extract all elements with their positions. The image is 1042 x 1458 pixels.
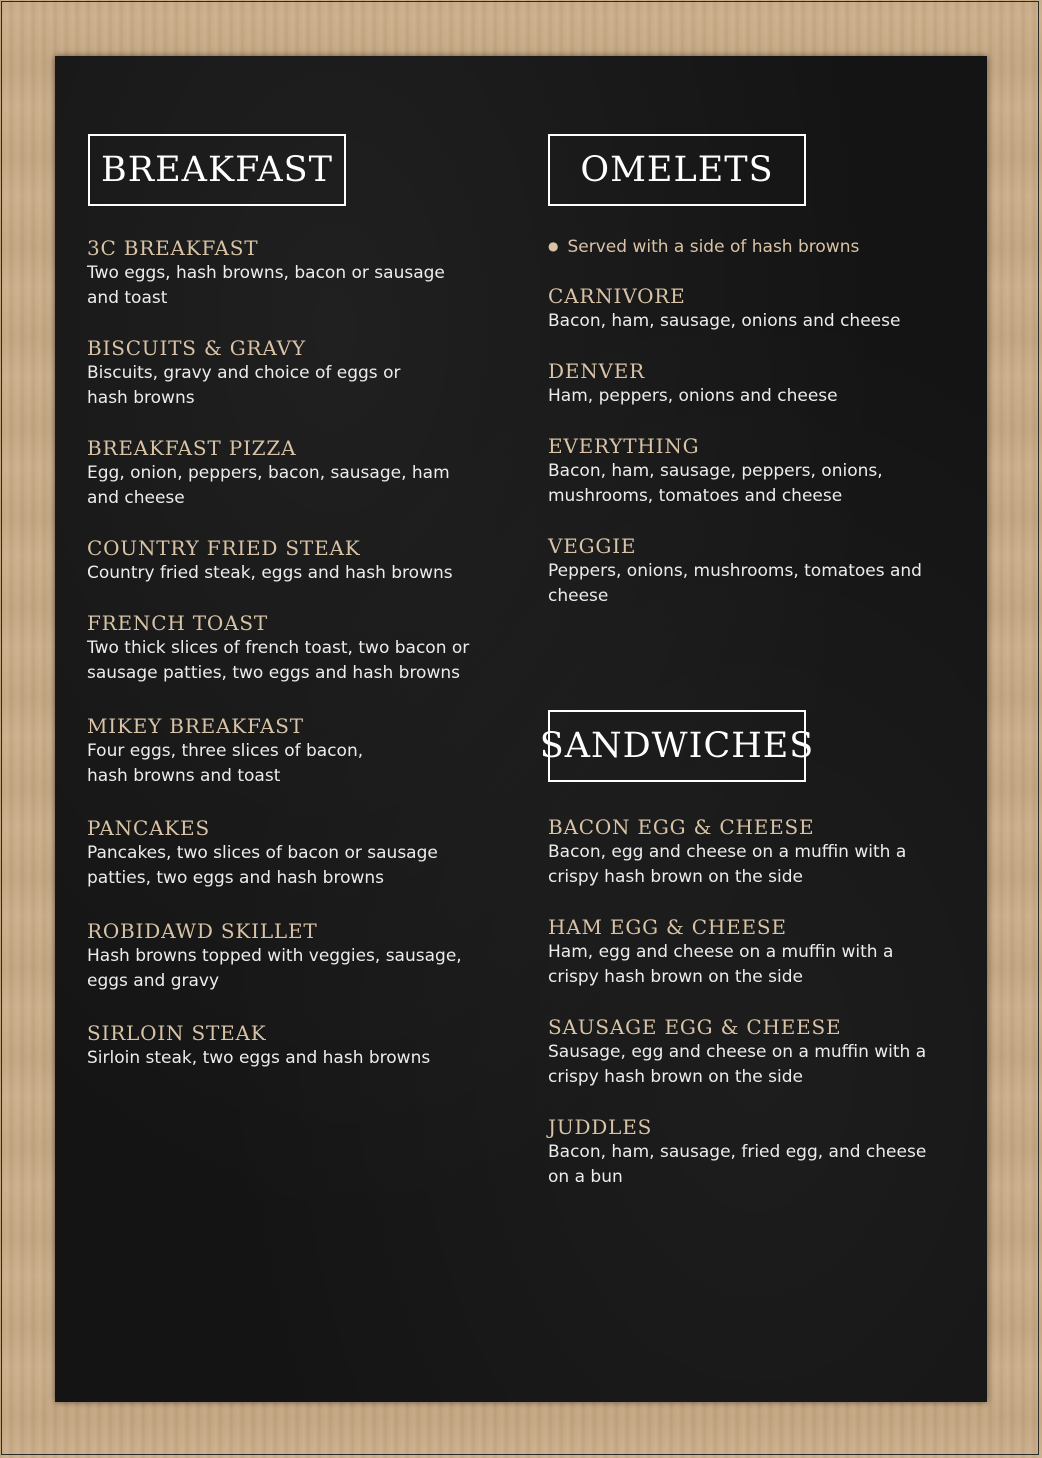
menu-item	[548, 1115, 968, 1190]
item-description: Peppers, onions, mushrooms, tomatoes and cheese	[548, 561, 922, 606]
item-description: Hash browns topped with veggies, sausage, eggs and gravy	[87, 946, 462, 991]
menu-item	[87, 1021, 507, 1071]
item-name: PANCAKES	[87, 816, 210, 840]
item-name: VEGGIE	[548, 534, 637, 558]
item-description: Sausage, egg and cheese on a muffin with a crispy hash brown on the side	[548, 1042, 927, 1087]
menu-item	[87, 816, 507, 891]
item-description: Two eggs, hash browns, bacon or sausage and toast	[87, 263, 445, 308]
menu-item	[548, 359, 968, 409]
item-description: Bacon, ham, sausage, fried egg, and cheese on a bun	[548, 1142, 927, 1187]
item-description: Ham, egg and cheese on a muffin with a crispy hash brown on the side	[548, 942, 894, 987]
item-name: SAUSAGE EGG & CHEESE	[548, 1015, 842, 1039]
breakfast-heading: BREAKFAST	[88, 134, 346, 206]
item-name: MIKEY BREAKFAST	[87, 714, 304, 738]
omelets-note-text: Served with a side of hash browns	[567, 237, 860, 257]
item-description: Biscuits, gravy and choice of eggs or hash browns	[87, 363, 401, 408]
menu-item	[548, 434, 968, 509]
item-name: EVERYTHING	[548, 434, 700, 458]
item-name: 3C BREAKFAST	[87, 236, 259, 260]
item-description: Country fried steak, eggs and hash browns	[87, 563, 453, 583]
menu-item	[87, 236, 507, 311]
item-description: Four eggs, three slices of bacon, hash browns and toast	[87, 741, 364, 786]
menu-item	[548, 1015, 968, 1090]
menu-item	[87, 536, 507, 586]
menu-item	[87, 919, 507, 994]
menu-item	[87, 714, 507, 789]
item-name: COUNTRY FRIED STEAK	[87, 536, 361, 560]
item-name: BACON EGG & CHEESE	[548, 815, 815, 839]
bullet-icon: ●	[548, 239, 559, 253]
menu-item	[548, 815, 968, 890]
item-name: FRENCH TOAST	[87, 611, 268, 635]
item-name: ROBIDAWD SKILLET	[87, 919, 318, 943]
item-name: JUDDLES	[548, 1115, 653, 1139]
item-description: Bacon, ham, sausage, onions and cheese	[548, 311, 901, 331]
omelets-heading: OMELETS	[548, 134, 806, 206]
item-name: BISCUITS & GRAVY	[87, 336, 306, 360]
item-name: DENVER	[548, 359, 646, 383]
item-name: SIRLOIN STEAK	[87, 1021, 267, 1045]
menu-item	[87, 336, 507, 411]
chalkboard-menu	[55, 56, 987, 1402]
item-description: Sirloin steak, two eggs and hash browns	[87, 1048, 431, 1068]
sandwiches-heading: SANDWICHES	[548, 710, 806, 782]
item-description: Ham, peppers, onions and cheese	[548, 386, 838, 406]
menu-item	[548, 915, 968, 990]
item-description: Two thick slices of french toast, two bacon or sausage patties, two eggs and hash browns	[87, 638, 470, 683]
omelets-note	[548, 234, 859, 260]
item-name: CARNIVORE	[548, 284, 686, 308]
menu-item	[548, 284, 968, 334]
item-description: Bacon, ham, sausage, peppers, onions, mushrooms, tomatoes and cheese	[548, 461, 883, 506]
menu-item	[548, 534, 968, 609]
menu-item	[87, 436, 507, 511]
item-description: Pancakes, two slices of bacon or sausage patties, two eggs and hash browns	[87, 843, 438, 888]
item-name: HAM EGG & CHEESE	[548, 915, 787, 939]
menu-item	[87, 611, 507, 686]
item-description: Bacon, egg and cheese on a muffin with a crispy hash brown on the side	[548, 842, 907, 887]
item-description: Egg, onion, peppers, bacon, sausage, ham and cheese	[87, 463, 450, 508]
item-name: BREAKFAST PIZZA	[87, 436, 297, 460]
